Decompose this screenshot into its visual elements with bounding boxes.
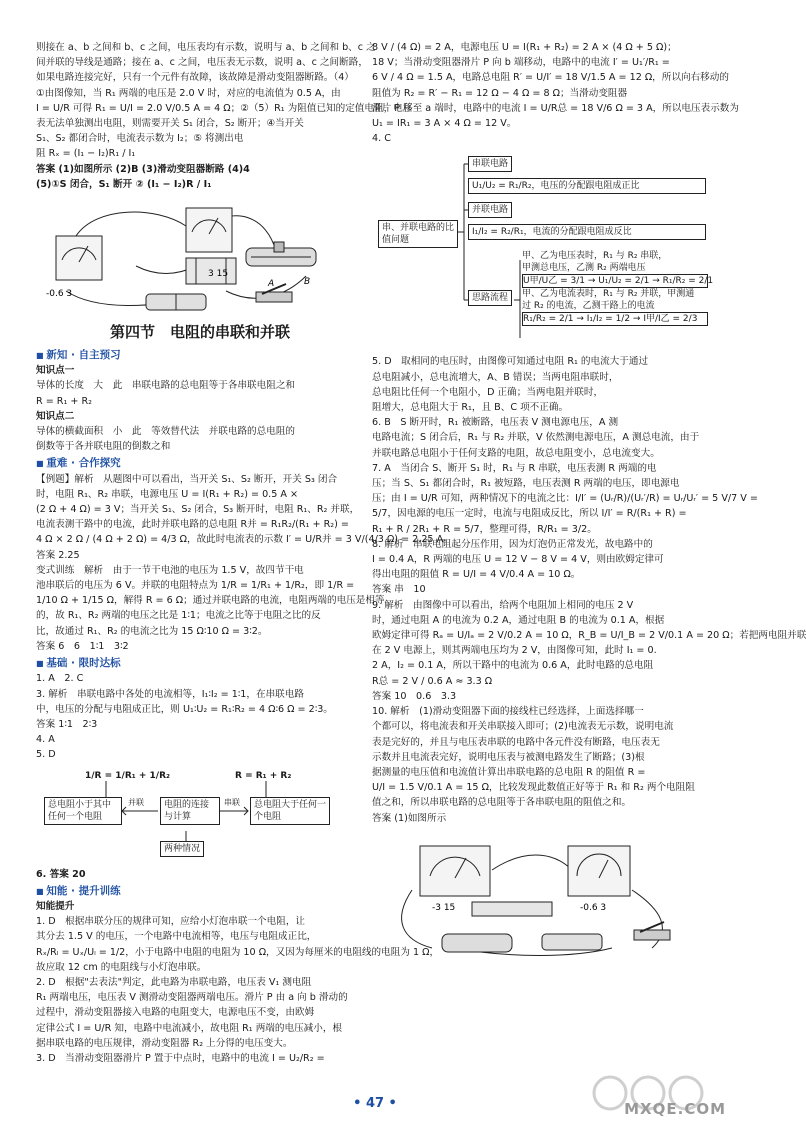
text-line: 其分去 1.5 V 的电压，一个电路中电流相等，电压与电阻成正比，: [36, 931, 317, 943]
text-line: Rₓ/Rₗ = Uₓ/Uₗ = 1/2，小于电路中电阻的电阻为 10 Ω，又因为每厘米的电阻线的电阻为 1 Ω，: [36, 946, 440, 958]
text-line: R₁ + R / 2R₁ + R = 5/7，整理可得，R/R₁ = 3/2。: [372, 523, 597, 535]
text-line: 表是完好的，并且与电压表串联的电路中各元件没有断路，电压表无: [372, 736, 660, 748]
text-line: 6. B S 断开时，R₁ 被断路，电压表 V 测电源电压，A 测: [372, 417, 619, 429]
text-line: S₁、S₂ 都闭合时，电流表示数为 I₂；⑤ 将测出电: [36, 133, 244, 145]
text-line: 时，电阻 R₁、R₂ 串联，电源电压 U = I(R₁ + R₂) = 0.5 A ×: [36, 488, 299, 500]
example-body: [36, 472, 453, 563]
terminal-a-label: A: [268, 279, 275, 290]
text-line: ①由图像知，当 R₁ 两端的电压是 2.0 V 时，对应的电流值为 0.5 A，由: [36, 87, 341, 99]
text-line: 如果电路连接完好，只有一个元件有故障，该故障是滑动变阻器断路。（4）: [36, 72, 354, 84]
tree-series-rule: U₁/U₂ = R₁/R₂，电压的分配跟电阻成正比: [468, 178, 706, 194]
text-line: 值之和，所以串联电路的总电阻等于各串联电阻的阻值之和。: [372, 797, 632, 809]
answer-line: (5)①S 闭合，S₁ 断开 ② (I₁ − I₂)R / I₁: [36, 178, 212, 190]
text-line: 的，故 R₁、R₂ 两端的电压之比是 1∶1；电流之比等于电阻之比的反: [36, 610, 321, 622]
battery-icon: [146, 294, 206, 310]
text-line: 压；由 I = U/R 可知，两种情况下的电流之比：I/I′ = (Uᵣ/R)/(Uᵣ′/R) = Uᵣ/Uᵣ′ = 5 V/7 V =: [372, 493, 758, 505]
text-line: 电路电流；S 闭合后，R₁ 与 R₂ 并联，V 依然测电源电压，A 测总电流，由于: [372, 432, 700, 444]
text-line: 2 A，I₂ = 0.1 A，所以干路中的电流为 0.6 A，此时电路的总电阻: [372, 660, 654, 672]
resistance-concept-diagram: [36, 767, 364, 863]
text-line: 倒数等于各并联电阻的倒数之和: [36, 441, 171, 453]
tree-parallel: 并联电路: [468, 202, 512, 218]
variant-training-body: [36, 563, 385, 654]
text-line: 则接在 a、b 之间和 b、c 之间，电压表均有示数，说明与 a、b 之间和 b、c 之: [36, 42, 376, 53]
circuit-figure-1-drawing: [36, 196, 364, 316]
knowledge-2-title: 知识点二: [36, 410, 75, 422]
text-line: 5. D: [36, 749, 56, 761]
section-title: 第四节 电阻的串联和并联: [109, 323, 290, 342]
text-line: 据串联电路的电压规律，滑动变阻器 R₂ 上分得的电压变大。: [36, 1037, 293, 1049]
resistor-pair-icon: [472, 902, 552, 916]
text-line: 6. 答案 20: [36, 868, 86, 880]
answer-text-mid-right: [372, 354, 806, 825]
text-line: I = U/R 可得 R₁ = U/I = 2.0 V/0.5 A = 4 Ω；②（5）R₁ 为阻值已知的定值电阻，电压: [36, 102, 413, 114]
box-two-cases: 两种情况: [160, 841, 204, 857]
heading-zhineng: ■ 知能 · 提升训练: [36, 884, 364, 899]
text-line: 3. 解析 串联电路中各处的电流相等，I₁∶I₂ = 1∶1，在串联电路: [36, 688, 304, 700]
right-column: [372, 40, 806, 974]
text-line: 变式训练 解析 由于一节干电池的电压为 1.5 V，故四节干电: [36, 564, 304, 576]
text-line: 池串联后的电压为 6 V。并联的电阻特点为 1/R = 1/R₁ + 1/R₂，即 1/R =: [36, 580, 355, 592]
text-line: 导体的长度 大 此 串联电路的总电阻等于各串联电阻之和: [36, 380, 296, 392]
flow-step: 甲、乙为电流表时，R₁ 与 R₂ 并联，甲测通: [522, 289, 695, 300]
text-line: 定律公式 I = U/R 知，电路中电流减小，故电阻 R₁ 两端的电压减小，根: [36, 1022, 343, 1034]
text-line: 欧姆定律可得 Rₐ = U/Iₐ = 2 V/0.2 A = 10 Ω，R_B = U/I_B = 2 V/0.1 A = 20 Ω；若把两电阻并联: [372, 630, 806, 642]
text-line: 10. 解析 (1)滑动变阻器下面的接线柱已经选择，上面选择哪一: [372, 706, 644, 718]
ammeter-terminals-label: -0.6 3: [580, 902, 607, 913]
text-line: U/I = 1.5 V/0.1 A = 15 Ω，比较发现此数值正好等于 R₁ 和 R₂ 两个电阻阻: [372, 782, 695, 794]
flow-step: 甲测总电压，乙测 R₂ 两端电压: [522, 263, 646, 274]
tree-series: 串联电路: [468, 156, 512, 172]
circuit-figure-1: [36, 196, 364, 316]
text-line: R总 = 2 V / 0.6 A ≈ 3.3 Ω: [372, 675, 493, 687]
voltmeter-icon: [420, 846, 490, 896]
text-line: 表无法单独测出电阻，则需要开关 S₁ 闭合，S₂ 断开；④当开关: [36, 118, 304, 130]
text-line: 示数并且电流表完好，说明电压表与被测电路发生了断路；(3)根: [372, 751, 645, 763]
text-line: 答案 1∶1 2∶3: [36, 718, 98, 730]
text-line: 答案 10 0.6 3.3: [372, 690, 457, 702]
switch-icon: [634, 922, 670, 940]
text-line: 压；当 S、S₁ 都闭合时，R₁ 被短路，电压表测 R 两端的电压，即电源电: [372, 478, 680, 490]
tree-root: 串、并联电路的比值问题: [378, 220, 458, 248]
heading-jichu: ■ 基础 · 限时达标: [36, 656, 364, 671]
text-line: 5/7，因电源的电压一定时，电流与电阻成反比，所以 I/I′ = R/(R₁ + R) =: [372, 508, 687, 520]
text-line: 个都可以，将电流表和开关串联接入即可；(2)电流表无示数，说明电流: [372, 721, 674, 733]
circuit-figure-2-drawing: [372, 830, 716, 970]
text-line: 电流表测干路中的电流，此时并联电路的总电阻 R并 = R₁R₂/(R₁ + R₂) =: [36, 519, 349, 531]
answer-6: [36, 867, 364, 882]
text-line: 8. 解析 串联电阻起分压作用，因为灯泡仍正常发光，故电路中的: [372, 538, 653, 550]
box-series-result: 总电阻大于任何一个电阻: [250, 797, 330, 825]
text-line: 阻值为 R₂ = R′ − R₁ = 12 Ω − 4 Ω = 8 Ω；当滑动变阻器: [372, 87, 628, 99]
knowledge-2-body: [36, 424, 364, 454]
heading-xinzhi: ■ 新知 · 自主预习: [36, 348, 364, 363]
text-line: 答案 2.25: [36, 549, 80, 561]
label-series: 串联: [224, 797, 240, 807]
watermark-text: MXQE.COM: [624, 1099, 726, 1118]
ammeter-terminals-label: -0.6 3: [46, 289, 73, 300]
tree-flow: 思路流程: [468, 290, 512, 306]
knowledge-1-body: [36, 378, 364, 408]
label-parallel: 并联: [128, 797, 144, 807]
text-line: 1. A 2. C: [36, 673, 84, 685]
text-line: 比，故通过 R₁、R₂ 的电流之比为 15 Ω∶10 Ω = 3∶2。: [36, 625, 268, 637]
knowledge-1-title: 知识点一: [36, 365, 75, 377]
text-line: R₁ 两端电压，电压表 V 测滑动变阻器两端电压。滑片 P 由 a 向 b 滑动的: [36, 992, 348, 1004]
text-line: 3. D 当滑动变阻器滑片 P 置于中点时，电路中的电流 I = U₂/R₂ =: [36, 1052, 325, 1064]
flow-step: 过 R₂ 的电流，乙测干路上的电流: [522, 301, 655, 312]
text-line: 4. A: [36, 734, 55, 746]
text-line: 总电阻减小，总电流增大，A、B 错误；当两电阻串联时，: [372, 371, 619, 383]
voltmeter-icon: [186, 208, 232, 252]
ammeter-icon: [56, 236, 102, 280]
text-line: 导体的横截面积 小 此 等效替代法 并联电路的总电阻的: [36, 426, 296, 438]
text-line: 并联电路总电阻小于任何支路的电阻，故总电阻变小，总电流变大。: [372, 447, 660, 459]
text-line: 4 Ω × 2 Ω / (4 Ω + 2 Ω) = 4/3 Ω，故此时电流表的示数 I′ = U/R并 = 3 V/(4/3 Ω) = 2.25 A。: [36, 534, 453, 546]
answer-line: 答案 (1)如图所示 (2)B (3)滑动变阻器断路 (4)4: [36, 163, 250, 175]
text-line: 2. D 根据"去表法"判定，此电路为串联电路，电压表 V₁ 测电阻: [36, 976, 312, 988]
answer-text-top-right: [372, 40, 739, 146]
formula-series: R = R₁ + R₂: [232, 769, 294, 783]
text-line: 1. D 根据串联分压的规律可知，应给小灯泡串联一个电阻，让: [36, 916, 306, 928]
flow-step: 甲、乙为电压表时，R₁ 与 R₂ 串联，: [522, 251, 668, 262]
ratio-tree-diagram: [372, 150, 716, 350]
text-line: 阻增大，总电阻大于 R₁，且 B、C 项不正确。: [372, 402, 569, 414]
text-line: 中，电压的分配与电阻成正比，则 U₁∶U₂ = R₁∶R₂ = 4 Ω∶6 Ω = 2∶3。: [36, 703, 333, 715]
text-line: 总电阻比任何一个电阻小，D 正确；当两电阻并联时，: [372, 386, 604, 398]
battery-icon: [542, 934, 602, 950]
box-parallel-result: 总电阻小于其中任何一个电阻: [44, 797, 122, 825]
circuit-figure-2: [372, 830, 716, 970]
text-line: 得出电阻的阻值 R = U/I = 4 V/0.4 A = 10 Ω。: [372, 569, 581, 581]
text-line: (2 Ω + 4 Ω) = 3 V；当开关 S₁、S₂ 闭合，S₃ 断开时，电阻 R₁、R₂ 并联，: [36, 504, 360, 516]
tree-connectors: [372, 150, 716, 350]
text-line: 9. 解析 由图像中可以看出，给两个电阻加上相同的电压 2 V: [372, 599, 634, 611]
text-line: 间并联的导线是通路；接在 a、c 之间，电压表无示数，说明 a、c 之间断路，: [36, 57, 368, 69]
text-line: 1/10 Ω + 1/15 Ω，解得 R = 6 Ω；通过并联电路的电流，电阻两端的电压是相等: [36, 595, 385, 607]
text-line: 5. D 取相同的电压时，由图像可知通过电阻 R₁ 的电流大于通过: [372, 356, 649, 368]
text-line: 18 V；当滑动变阻器滑片 P 向 b 端移动，电路中的电流 I′ = U₁′/R₁ =: [372, 57, 670, 69]
text-line: 7. A 当闭合 S、断开 S₁ 时，R₁ 与 R 串联，电压表测 R 两端的电: [372, 462, 657, 474]
text-line: 答案 串 10: [372, 584, 426, 596]
text-line: 答案 6 6 1∶1 3∶2: [36, 640, 129, 652]
ability-body: [36, 914, 440, 1066]
text-line: 答案 (1)如图所示: [372, 812, 447, 824]
ammeter-icon: [568, 846, 630, 896]
text-line: 阻 Rₓ = (I₁ − I₂)R₁ / I₁: [36, 148, 136, 160]
formula-parallel: 1/R = 1/R₁ + 1/R₂: [82, 769, 173, 783]
rheostat-icon: [246, 242, 316, 266]
text-line: 6 V / 4 Ω = 1.5 A，电路总电阻 R′ = U/I′ = 18 V/1.5 A = 12 Ω，所以向右移动的: [372, 72, 729, 84]
text-line: I = 0.4 A，R 两端的电压 U = 12 V − 8 V = 4 V，则由欧姆定律可: [372, 554, 664, 566]
voltmeter-terminals-label: -3 15: [432, 902, 456, 913]
tree-parallel-rule: I₁/I₂ = R₂/R₁，电流的分配跟电阻成反比: [468, 224, 706, 240]
page-number: • 47 •: [353, 1095, 397, 1111]
text-line: 故应取 12 cm 的电阻线与小灯泡串联。: [36, 961, 207, 973]
text-line: 4. C: [372, 133, 391, 145]
basic-practice-body: [36, 671, 364, 762]
text-line: U₁ = IR₁ = 3 A × 4 Ω = 12 V。: [372, 118, 517, 130]
text-line: 在 2 V 电源上，则其两端电压均为 2 V，由图像可知，此时 I₁ = 0.: [372, 645, 657, 657]
text-line: 过程中，滑动变阻器接入电路的电阻变大，电源电压不变，由欧姆: [36, 1007, 315, 1019]
text-line: 时，通过电阻 A 的电流为 0.2 A，通过电阻 B 的电流为 0.1 A，根据: [372, 614, 665, 626]
flow-step: U甲/U乙 = 3/1 → U₁/U₂ = 2/1 → R₁/R₂ = 2/1: [523, 276, 714, 287]
voltmeter-terminals-label: 3 15: [208, 269, 229, 280]
text-line: 8 V / (4 Ω) = 2 A，电源电压 U = I(R₁ + R₂) = 2 A × (4 Ω + 5 Ω)；: [372, 42, 677, 53]
rheostat-icon: [442, 934, 512, 952]
text-line: 滑片 P 移至 a 端时，电路中的电流 I = U/R总 = 18 V/6 Ω = 3 A，所以电压表示数为: [372, 102, 739, 114]
terminal-b-label: B: [304, 277, 311, 288]
box-center-topic: 电阻的连接与计算: [160, 797, 220, 825]
text-line: 【例题】解析 从题图中可以看出，当开关 S₁、S₂ 断开，开关 S₃ 闭合: [36, 473, 338, 485]
flow-step: R₁/R₂ = 2/1 → I₁/I₂ = 1/2 → I甲/I乙 = 2/3: [522, 312, 708, 326]
diagram-arrows: [36, 767, 336, 863]
text-line: 据测量的电压值和电流值计算出串联电路的总电阻 R 的阻值 R =: [372, 766, 646, 778]
text-line: R = R₁ + R₂: [36, 395, 92, 407]
ability-title: 知能提升: [36, 900, 75, 912]
heading-zhongdian: ■ 重难 · 合作探究: [36, 456, 364, 471]
